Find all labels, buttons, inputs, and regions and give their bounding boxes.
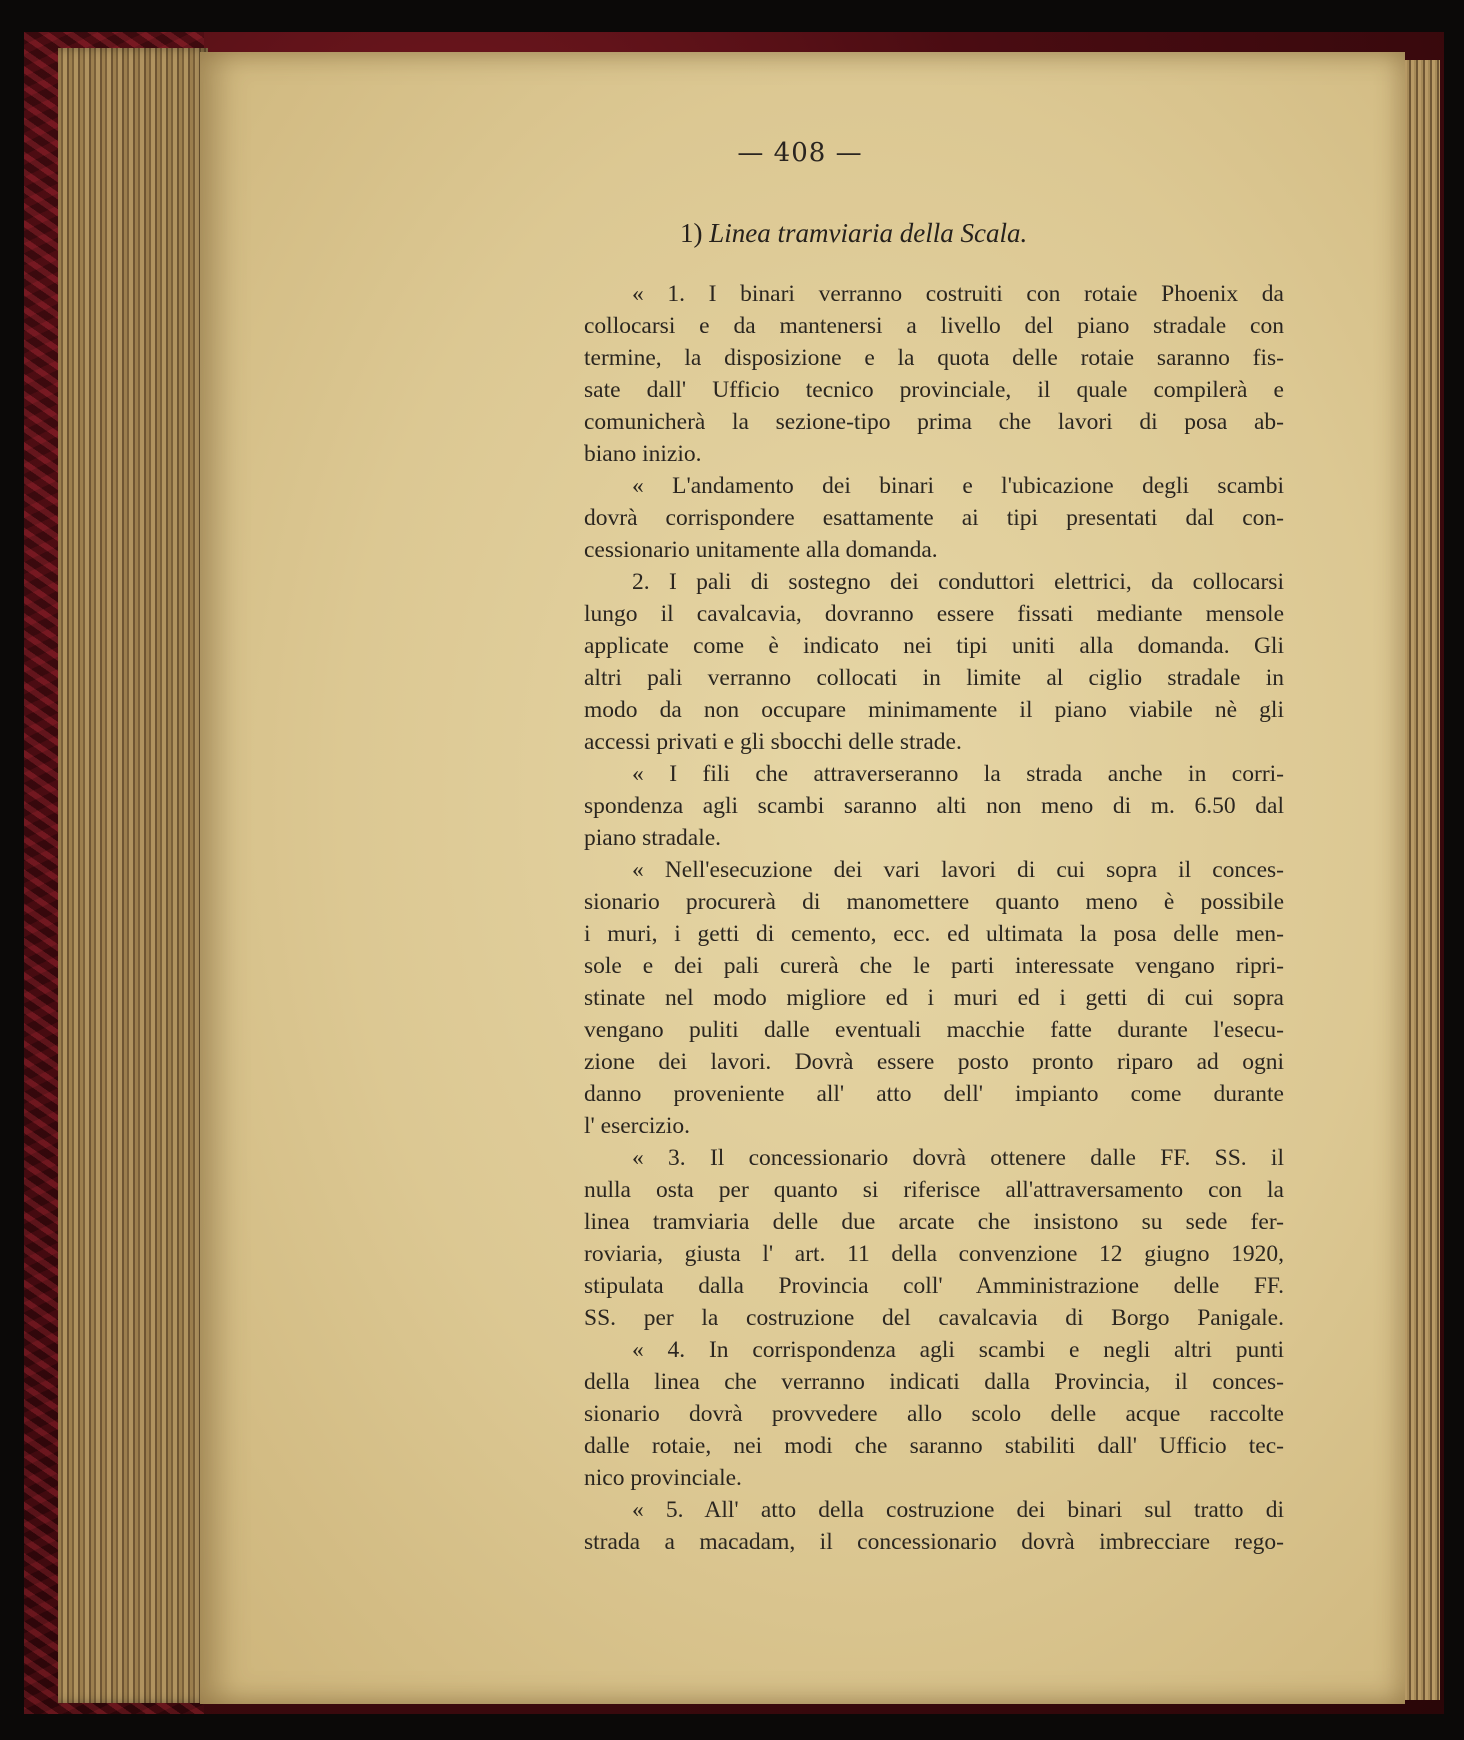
text-line: « 5. All' atto della costruzione dei binari sul tratto di — [632, 1497, 1284, 1523]
text-line: « L'andamento dei binari e l'ubicazione degli scambi — [632, 473, 1284, 499]
text-line: termine, la disposizione e la quota delle rotaie saranno fis- — [584, 345, 1284, 371]
text-line: vengano puliti dalle eventuali macchie fatte durante l'esecu- — [584, 1017, 1284, 1043]
text-line: cessionario unitamente alla domanda. — [584, 537, 938, 563]
text-line: della linea che verranno indicati dalla Provincia, il conces- — [584, 1369, 1284, 1395]
text-line: dalle rotaie, nei modi che saranno stabiliti dall' Ufficio tec- — [584, 1433, 1284, 1459]
section-heading — [680, 218, 1027, 249]
text-line: sionario procurerà di manomettere quanto meno è possibile — [584, 889, 1284, 915]
text-line: sate dall' Ufficio tecnico provinciale, il quale compilerà e — [584, 377, 1284, 403]
text-line: « I fili che attraverseranno la strada anche in corri- — [632, 761, 1284, 787]
text-line: strada a macadam, il concessionario dovrà imbrecciare rego- — [584, 1529, 1284, 1555]
text-line: roviaria, giusta l' art. 11 della convenzione 12 giugno 1920, — [584, 1241, 1284, 1267]
body-text — [584, 278, 1284, 1558]
text-line: dovrà corrispondere esattamente ai tipi presentati dal con- — [584, 505, 1284, 531]
page-stack-left — [58, 48, 208, 1703]
text-line: accessi privati e gli sbocchi delle strade. — [584, 729, 962, 755]
text-line: modo da non occupare minimamente il piano viabile nè gli — [584, 697, 1284, 723]
text-line: altri pali verranno collocati in limite al ciglio stradale in — [584, 665, 1284, 691]
text-line: applicate come è indicato nei tipi uniti alla domanda. Gli — [584, 633, 1284, 659]
text-line: comunicherà la sezione-tipo prima che lavori di posa ab- — [584, 409, 1284, 435]
text-line: l' esercizio. — [584, 1113, 691, 1139]
text-line: stipulata dalla Provincia coll' Amministrazione delle FF. — [584, 1273, 1284, 1299]
text-line: biano inizio. — [584, 441, 702, 467]
text-line: i muri, i getti di cemento, ecc. ed ultimata la posa delle men- — [584, 921, 1284, 947]
text-line: lungo il cavalcavia, dovranno essere fissati mediante mensole — [584, 601, 1284, 627]
text-line: zione dei lavori. Dovrà essere posto pronto riparo ad ogni — [584, 1049, 1284, 1075]
text-line: 2. I pali di sostegno dei conduttori elettrici, da collocarsi — [632, 569, 1284, 595]
text-line: sole e dei pali curerà che le parti interessate vengano ripri- — [584, 953, 1284, 979]
section-title: Linea tramviaria della Scala. — [709, 218, 1028, 248]
text-line: piano stradale. — [584, 825, 722, 851]
text-line: spondenza agli scambi saranno alti non meno di m. 6.50 dal — [584, 793, 1284, 819]
text-line: SS. per la costruzione del cavalcavia di Borgo Panigale. — [584, 1305, 1284, 1331]
text-line: « 1. I binari verranno costruiti con rotaie Phoenix da — [632, 281, 1284, 307]
text-line: « 4. In corrispondenza agli scambi e negli altri punti — [632, 1337, 1284, 1363]
text-line: « 3. Il concessionario dovrà ottenere dalle FF. SS. il — [632, 1145, 1284, 1171]
text-line: sionario dovrà provvedere allo scolo delle acque raccolte — [584, 1401, 1284, 1427]
text-line: linea tramviaria delle due arcate che insistono su sede fer- — [584, 1209, 1284, 1235]
page-number: — 408 — — [737, 138, 863, 168]
text-line: stinate nel modo migliore ed i muri ed i getti di cui sopra — [584, 985, 1284, 1011]
text-line: nulla osta per quanto si riferisce all'attraversamento con la — [584, 1177, 1284, 1203]
text-line: danno proveniente all' atto dell' impianto come durante — [584, 1081, 1284, 1107]
text-line: « Nell'esecuzione dei vari lavori di cui sopra il conces- — [632, 857, 1284, 883]
section-number: 1) — [680, 218, 703, 248]
text-line: collocarsi e da mantenersi a livello del piano stradale con — [584, 313, 1284, 339]
text-line: nico provinciale. — [584, 1465, 742, 1491]
page-stack-right — [1400, 60, 1440, 1700]
